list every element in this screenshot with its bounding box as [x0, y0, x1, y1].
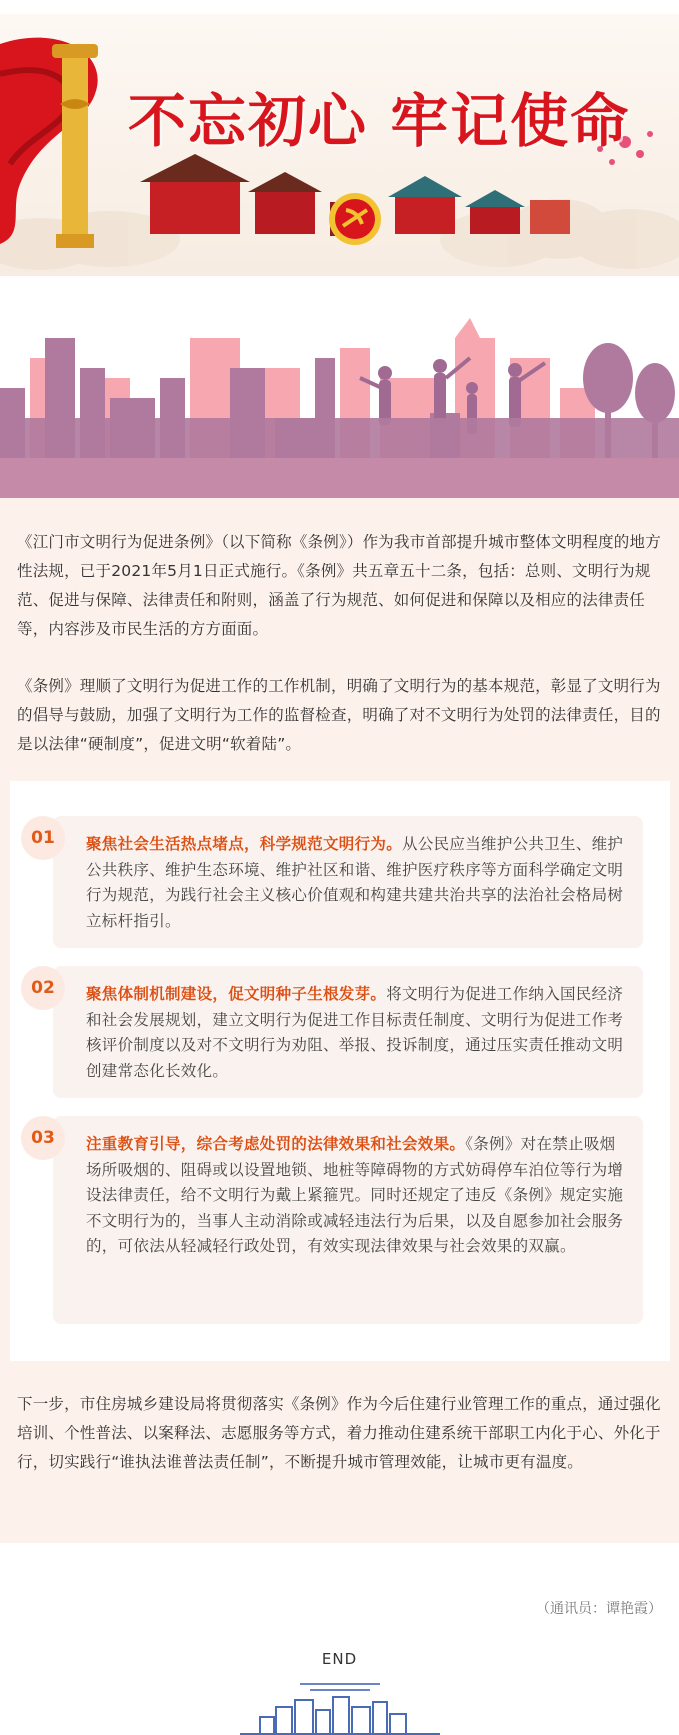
item-text [86, 1132, 626, 1260]
highlight-card [31, 816, 643, 948]
skyline-illustration [0, 318, 679, 498]
item-body: 将文明行为促进工作纳入国民经济和社会发展规划，建立文明行为促进工作目标责任制度、文明行为促进工作考核评价制度以及对不文明行为劝阻、举报、投诉制度，通过压实责任推动文明创建常态化长效化。 [86, 985, 624, 1080]
banner-slogan: 不忘初心 牢记使命 [128, 87, 631, 155]
item-heading: 聚焦体制机制建设，促文明种子生根发芽。 [86, 985, 387, 1003]
end-city-icon [240, 1672, 440, 1735]
item-heading: 注重教育引导，综合考虑处罚的法律效果和社会效果。 [86, 1135, 466, 1153]
article-body [0, 498, 679, 1543]
header-banner [0, 14, 679, 276]
item-body: 《条例》对在禁止吸烟场所吸烟的、阻碍或以设置地锁、地桩等障碍物的方式妨碍停车泊位等行为增设法律责任，给不文明行为戴上紧箍咒。同时还规定了违反《条例》规定实施不文明行为的，当事人主动消除或减轻违法行为后果，以及自愿参加社会服务的，可依法从轻减轻行政处罚，有效实现法律效果与社会效果的双赢。 [86, 1135, 624, 1255]
item-text [86, 982, 626, 1084]
next-steps-paragraph: 下一步，市住房城乡建设局将贯彻落实《条例》作为今后住建行业管理工作的重点，通过强化培训、个性普法、以案释法、志愿服务等方式，着力推动住建系统干部职工内化于心、外化于行，切实践行“谁执法谁普法责任制”，不断提升城市管理效能，让城市更有温度。 [17, 1395, 661, 1471]
item-number-badge: 01 [21, 816, 65, 860]
item-number-badge: 03 [21, 1116, 65, 1160]
item-heading: 聚焦社会生活热点堵点，科学规范文明行为。 [86, 835, 403, 853]
item-number-badge: 02 [21, 966, 65, 1010]
highlights-panel [10, 781, 670, 1361]
item-text [86, 832, 626, 934]
intro-paragraph: 《江门市文明行为促进条例》（以下简称《条例》）作为我市首部提升城市整体文明程度的地方性法规，已于2021年5月1日正式施行。《条例》共五章五十二条，包括：总则、文明行为规范、促进与保障、法律责任和附则，涵盖了行为规范、如何促进和保障以及相应的法律责任等，内容涉及市民生活的方方面面。 [17, 533, 661, 638]
end-marker: END [321, 1650, 358, 1668]
city-silhouette-graphic [0, 318, 679, 498]
highlight-card [31, 1116, 643, 1324]
correspondent-credit: （通讯员：谭艳霞） [536, 1601, 662, 1617]
item-body: 从公民应当维护公共卫生、维护公共秩序、维护生态环境、维护社区和谐、维护医疗秩序等方面科学确定文明行为规范，为践行社会主义核心价值观和构建共建共治共享的法治社会格局树立标杆指引。 [86, 835, 624, 930]
mechanism-paragraph: 《条例》理顺了文明行为促进工作的工作机制，明确了文明行为的基本规范，彰显了文明行为的倡导与鼓励，加强了文明行为工作的监督检查，明确了对不文明行为处罚的法律责任，目的是以法律“硬制度”，促进文明“软着陆”。 [17, 677, 661, 753]
highlight-card [31, 966, 643, 1098]
